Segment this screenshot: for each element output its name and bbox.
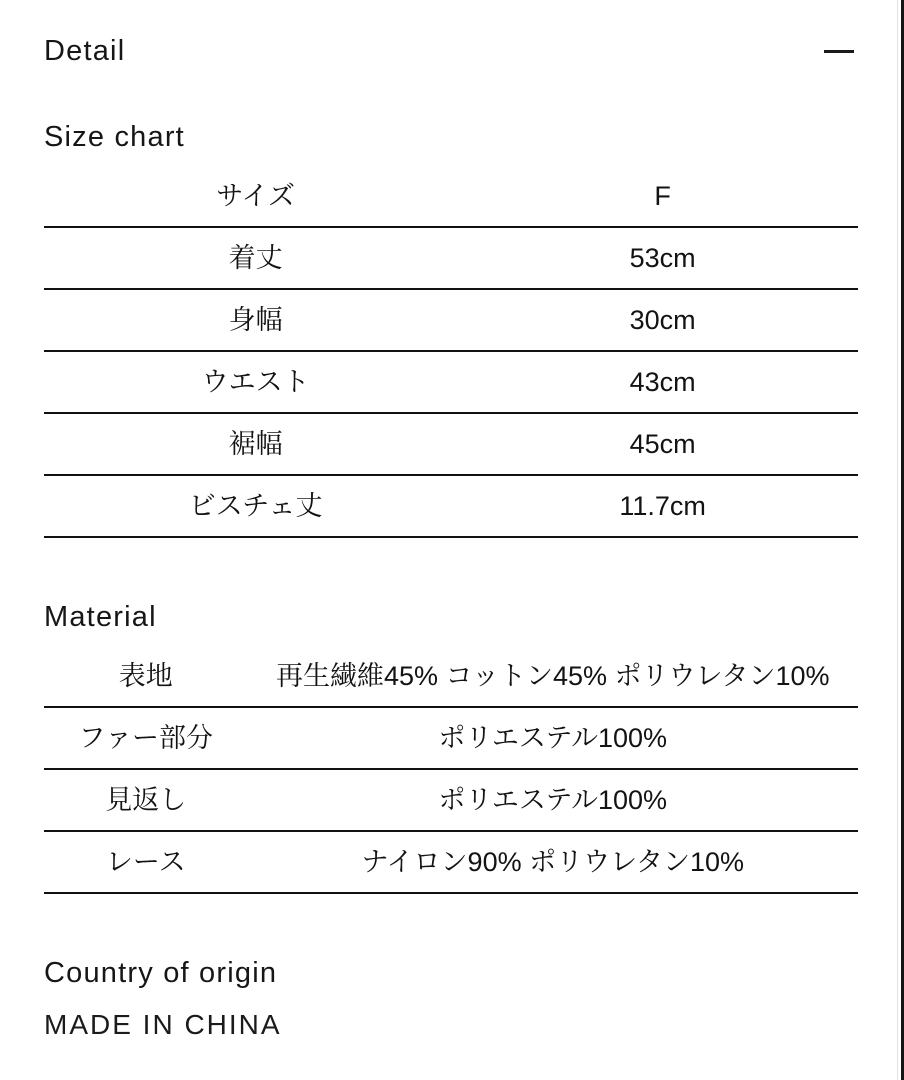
measurement-value: 45cm <box>629 428 696 459</box>
material-composition: ナイロン90% ポリウレタン10% <box>361 846 745 877</box>
material-composition: 再生繊維45% コットン45% ポリウレタン10% <box>275 660 830 691</box>
measurement-value: 53cm <box>629 242 696 273</box>
size-value-header: F <box>654 180 671 211</box>
table-row <box>44 290 858 352</box>
scrollbar-track[interactable] <box>897 0 898 1080</box>
size-chart-table <box>44 166 858 538</box>
measurement-label: ウエスト <box>201 366 310 397</box>
measurement-label: ビスチェ丈 <box>188 490 323 521</box>
material-heading: Material <box>44 601 157 633</box>
material-part-label: 見返し <box>105 784 187 815</box>
table-row <box>44 228 858 290</box>
measurement-label: 着丈 <box>228 242 283 273</box>
country-of-origin-heading: Country of origin <box>44 957 278 989</box>
table-row <box>44 708 858 770</box>
size-chart-heading: Size chart <box>44 121 185 153</box>
table-row <box>44 770 858 832</box>
table-row <box>44 414 858 476</box>
table-row <box>44 832 858 894</box>
material-composition: ポリエステル100% <box>438 784 668 815</box>
collapse-detail-button[interactable] <box>824 50 858 53</box>
material-part-label: ファー部分 <box>78 722 213 753</box>
table-row <box>44 646 858 708</box>
country-of-origin-value: MADE IN CHINA <box>44 1009 282 1040</box>
material-part-label: レース <box>105 846 186 877</box>
material-composition: ポリエステル100% <box>438 722 668 753</box>
minus-icon <box>824 50 854 53</box>
table-row <box>44 352 858 414</box>
measurement-label: 裾幅 <box>228 428 283 459</box>
measurement-value: 30cm <box>629 304 696 335</box>
material-table <box>44 646 858 894</box>
measurement-value: 43cm <box>629 366 696 397</box>
detail-title: Detail <box>44 35 126 67</box>
size-chart-header-row <box>44 166 858 228</box>
measurement-value: 11.7cm <box>619 490 706 521</box>
measurement-label: 身幅 <box>228 304 283 335</box>
material-part-label: 表地 <box>118 660 173 691</box>
detail-accordion-header[interactable] <box>44 36 858 66</box>
size-column-header: サイズ <box>216 180 296 211</box>
table-row <box>44 476 858 538</box>
